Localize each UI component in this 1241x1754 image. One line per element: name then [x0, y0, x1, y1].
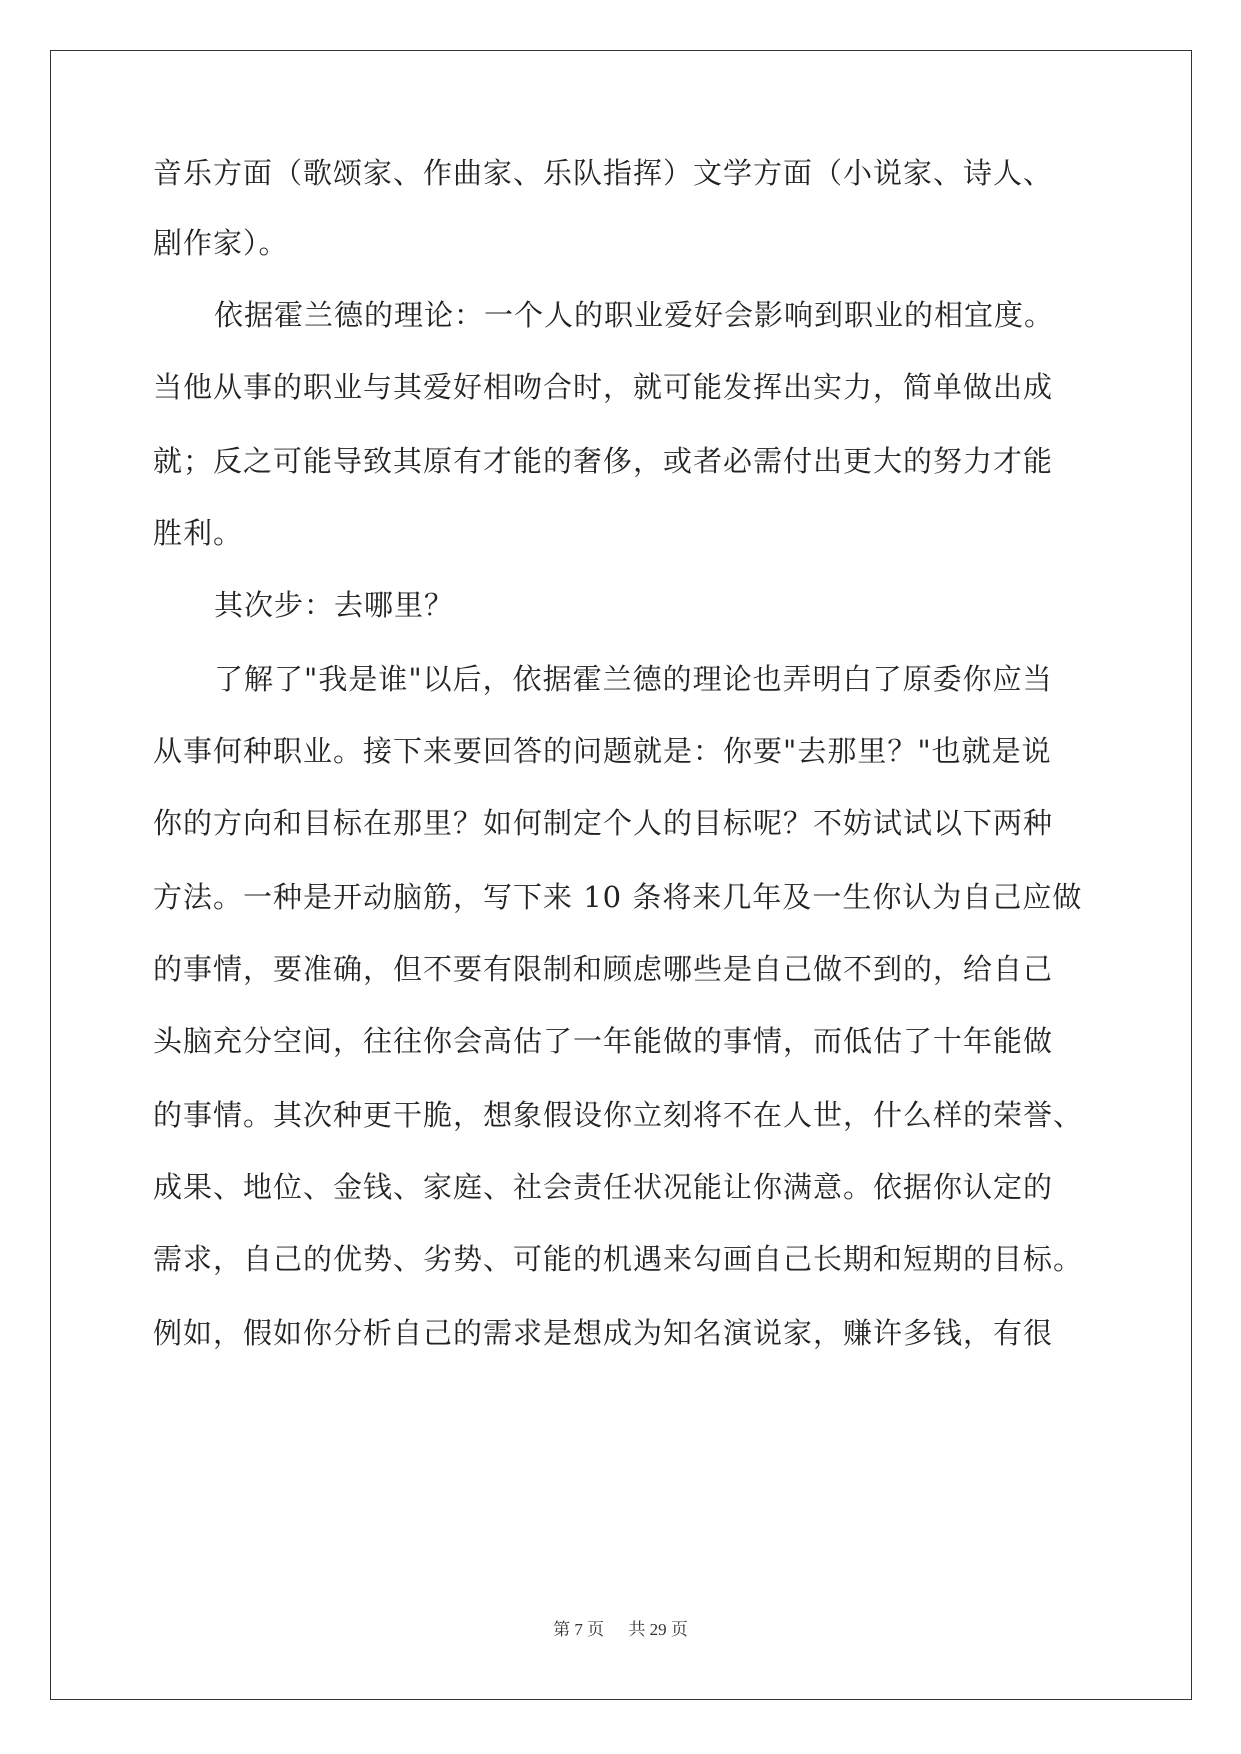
text-line-9: 从事何种职业。接下来要回答的问题就是：你要"去那里？"也就是说	[153, 734, 1052, 768]
text-line-15: 成果、地位、金钱、家庭、社会责任状况能让你满意。依据你认定的	[153, 1170, 1054, 1204]
text-line-17: 例如，假如你分析自己的需求是想成为知名演说家，赚许多钱，有很	[153, 1316, 1054, 1350]
page-footer	[0, 1615, 1241, 1640]
text-line-10: 你的方向和目标在那里？如何制定个人的目标呢？不妨试试以下两种	[153, 806, 1054, 840]
text-line-3: 依据霍兰德的理论：一个人的职业爱好会影响到职业的相宜度。	[214, 298, 1055, 332]
text-line-13: 头脑充分空间，往往你会高估了一年能做的事情，而低估了十年能做	[153, 1024, 1054, 1058]
text-line-14: 的事情。其次种更干脆，想象假设你立刻将不在人世，什么样的荣誉、	[153, 1098, 1084, 1132]
text-line-8: 了解了"我是谁"以后，依据霍兰德的理论也弄明白了原委你应当	[214, 662, 1053, 696]
text-line-2: 剧作家）。	[153, 226, 289, 260]
text-line-7: 其次步：去哪里？	[214, 588, 455, 622]
page-total: 共 29 页	[628, 1620, 688, 1639]
text-line-16: 需求，自己的优势、劣势、可能的机遇来勾画自己长期和短期的目标。	[153, 1242, 1084, 1276]
page-number: 第 7 页	[553, 1620, 605, 1639]
text-line-12: 的事情，要准确，但不要有限制和顾虑哪些是自己做不到的，给自己	[153, 952, 1054, 986]
text-line-6: 胜利。	[153, 516, 244, 550]
text-line-4: 当他从事的职业与其爱好相吻合时，就可能发挥出实力，简单做出成	[153, 370, 1054, 404]
text-line-5: 就；反之可能导致其原有才能的奢侈，或者必需付出更大的努力才能	[153, 444, 1054, 478]
text-line-1: 音乐方面（歌颂家、作曲家、乐队指挥）文学方面（小说家、诗人、	[153, 156, 1054, 190]
text-line-11: 方法。一种是开动脑筋，写下来 10 条将来几年及一生你认为自己应做	[153, 880, 1083, 914]
